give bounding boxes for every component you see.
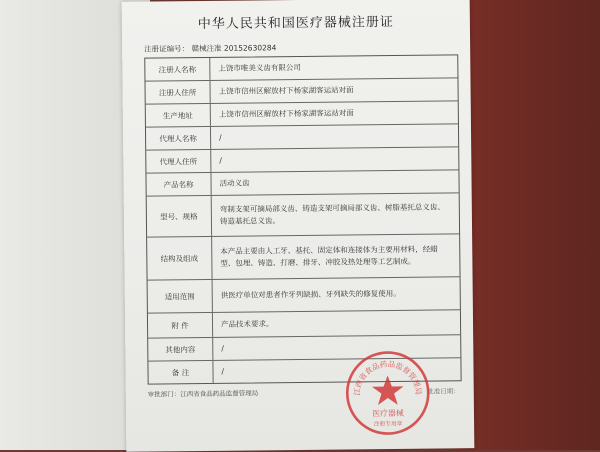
- row-value: 上饶市唯美义齿有限公司: [218, 62, 301, 73]
- certificate-title: 中华人民共和国医疗器械注册证: [197, 14, 394, 33]
- row-label: 适用范围: [148, 280, 213, 313]
- approval-department: [148, 388, 259, 398]
- row-label: 结构及组成: [147, 237, 212, 280]
- approval-label: 审批部门：: [147, 390, 181, 399]
- registration-number-label: 注册证编号：: [144, 44, 190, 54]
- row-value: 供医疗单位对患者作牙列缺损、牙列缺失的修复使用。: [220, 288, 401, 300]
- table-row: [146, 101, 458, 127]
- seal-bottom-text: 注册专用章: [373, 421, 403, 428]
- row-value: 弯制支架可摘局部义齿、铸造支架可摘局部义齿、树脂基托总义齿、铸造基托总义齿。: [219, 202, 445, 226]
- row-value: /: [219, 155, 222, 165]
- official-seal-stamp: [343, 349, 432, 438]
- row-value: 产品技术要求。: [220, 319, 274, 329]
- table-row: [147, 234, 459, 280]
- table-row: [146, 124, 458, 150]
- row-value: 活动义齿: [219, 178, 250, 188]
- seal-center-text: 医疗器械: [372, 408, 404, 419]
- row-label: 代理人名称: [146, 127, 211, 150]
- background-right: [455, 0, 600, 450]
- row-label: 备 注: [148, 361, 213, 384]
- row-value: /: [219, 132, 222, 142]
- table-row: [145, 78, 457, 104]
- table-row: [148, 277, 460, 313]
- registration-number-line: [144, 42, 276, 54]
- table-row: [146, 170, 458, 196]
- row-label: 附 件: [148, 313, 213, 338]
- row-label: 产品名称: [146, 173, 211, 196]
- row-value: /: [221, 343, 224, 353]
- certificate-paper: [122, 0, 475, 452]
- row-label: 生产地址: [146, 104, 211, 127]
- registration-number-value: 赣械注准 20152630284: [191, 43, 277, 54]
- row-value: /: [221, 366, 225, 376]
- table-row: [148, 310, 460, 338]
- seal-arc-text: 江西省食品药品监督管理局: [352, 359, 424, 396]
- table-row: [145, 55, 457, 81]
- row-value: 本产品主要由人工牙、基托、固定体和连接体为主要用材料，经蜡型、包埋、铸造、打磨、排牙、冲胶及热处理等工艺制成。: [220, 244, 438, 268]
- table-row: [147, 193, 459, 237]
- row-label: 代理人住所: [146, 150, 211, 173]
- row-value: 上饶市信州区解放村下杨家湖客运站对面: [218, 85, 354, 96]
- row-label: 其他内容: [148, 338, 213, 361]
- approval-date-label: 批准日期：: [427, 387, 460, 396]
- row-value: 上饶市信州区解放村下杨家湖客运站对面: [218, 108, 354, 119]
- approval-dept-name: 江西省食品药品监督管理局: [180, 389, 259, 399]
- certificate-table: [144, 54, 461, 384]
- row-label: 注册人住所: [145, 81, 210, 104]
- seal-star-icon: [372, 375, 404, 405]
- table-row: [146, 147, 458, 173]
- row-label: 型号、规格: [147, 196, 212, 237]
- row-label: 注册人名称: [145, 58, 210, 81]
